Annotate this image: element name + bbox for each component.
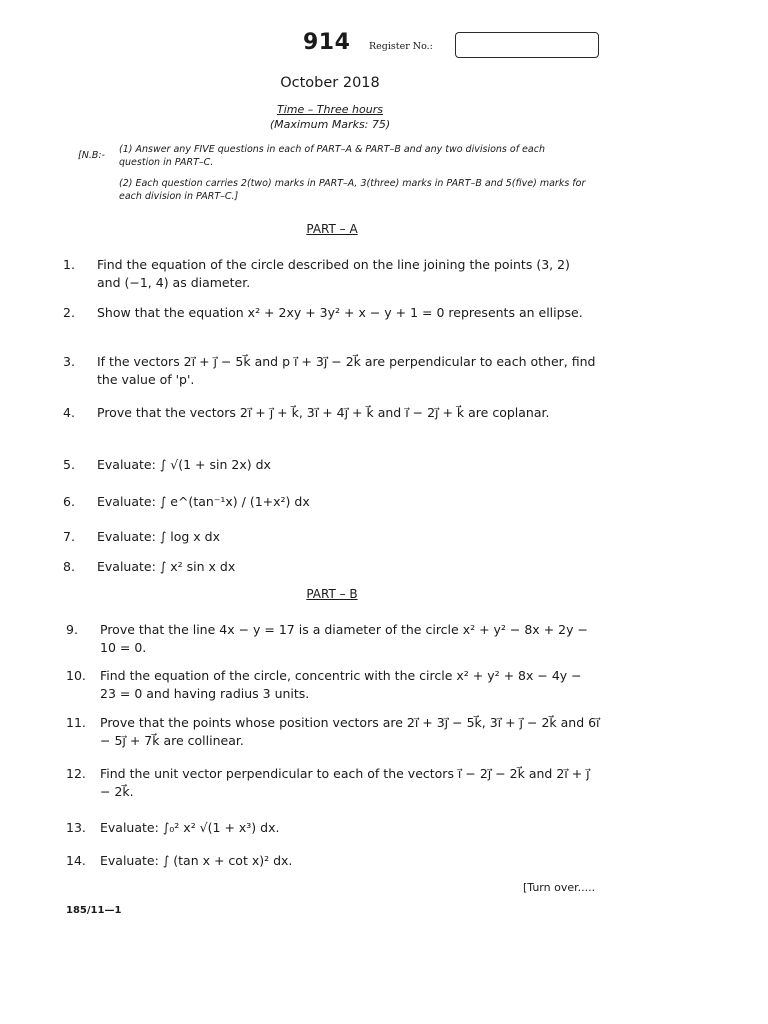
question-text: Evaluate: ∫ √(1 + sin 2x) dx [97,457,271,472]
part-b-title: PART – B [306,587,358,601]
question-number: 2. [63,305,75,320]
question-text: Evaluate: ∫ x² sin x dx [97,559,236,574]
question-number: 5. [63,457,75,472]
question-text: Evaluate: ∫₀² x² √(1 + x³) dx. [100,820,280,835]
exam-duration [0,103,660,116]
question-number: 6. [63,494,75,509]
footer-code: 185/11—1 [66,905,122,916]
part-a-heading [0,222,664,236]
register-number-label: Register No.: [369,41,433,52]
question-number: 13. [66,820,86,835]
question-number: 14. [66,853,86,868]
question-number: 1. [63,257,75,272]
question-number: 8. [63,559,75,574]
question-number: 7. [63,529,75,544]
part-b-heading [0,587,664,601]
instruction-note-1: (1) Answer any FIVE questions in each of PART–A & PART–B and any two divisions of each question in PART–C. [119,144,545,168]
question-number: 10. [66,668,86,683]
question-text: Show that the equation x² + 2xy + 3y² + x − y + 1 = 0 represents an ellipse. [97,305,583,320]
question-number: 4. [63,405,75,420]
paper-code: 914 [303,30,351,55]
question-text: If the vectors 2i⃗ + j⃗ − 5k⃗ and p i⃗ + 3j⃗ − 2k⃗ are perpendicular to each other, find the value of 'p'. [97,354,596,387]
question-number: 3. [63,354,75,369]
question-text: Evaluate: ∫ log x dx [97,529,221,544]
turn-over-note: [Turn over..... [523,881,596,894]
question-text: Prove that the points whose position vectors are 2i⃗ + 3j⃗ − 5k⃗, 3i⃗ + j⃗ − 2k⃗ and 6i⃗ − 5j⃗ + 7k⃗ are collinear. [100,715,600,748]
exam-month: October 2018 [280,75,380,91]
question-number: 11. [66,715,86,730]
register-number-box [455,32,599,58]
instruction-note-2: (2) Each question carries 2(two) marks in PART–A, 3(three) marks in PART–B and 5(five) marks for each division in PART–C.] [119,178,586,202]
question-text: Find the equation of the circle, concentric with the circle x² + y² + 8x − 4y − 23 = 0 and having radius 3 units. [100,668,582,701]
part-a-title: PART – A [306,222,358,236]
question-text: Find the unit vector perpendicular to each of the vectors i⃗ − 2j⃗ − 2k⃗ and 2i⃗ + j⃗ − 2k⃗. [100,766,590,799]
question-text: Find the equation of the circle described on the line joining the points (3, 2) and (−1, 4) as diameter. [97,257,570,290]
question-number: 9. [66,622,78,637]
question-text: Evaluate: ∫ (tan x + cot x)² dx. [100,853,293,868]
exam-duration-text: Time – Three hours [277,103,383,116]
question-text: Prove that the line 4x − y = 17 is a diameter of the circle x² + y² − 8x + 2y − 10 = 0. [100,622,588,655]
maximum-marks: (Maximum Marks: 75) [269,118,391,131]
question-text: Prove that the vectors 2i⃗ + j⃗ + k⃗, 3i⃗ + 4j⃗ + k⃗ and i⃗ − 2j⃗ + k⃗ are coplanar. [97,405,550,420]
question-text: Evaluate: ∫ e^(tan⁻¹x) / (1+x²) dx [97,494,310,509]
nb-label: [N.B:- [78,150,105,161]
question-number: 12. [66,766,86,781]
